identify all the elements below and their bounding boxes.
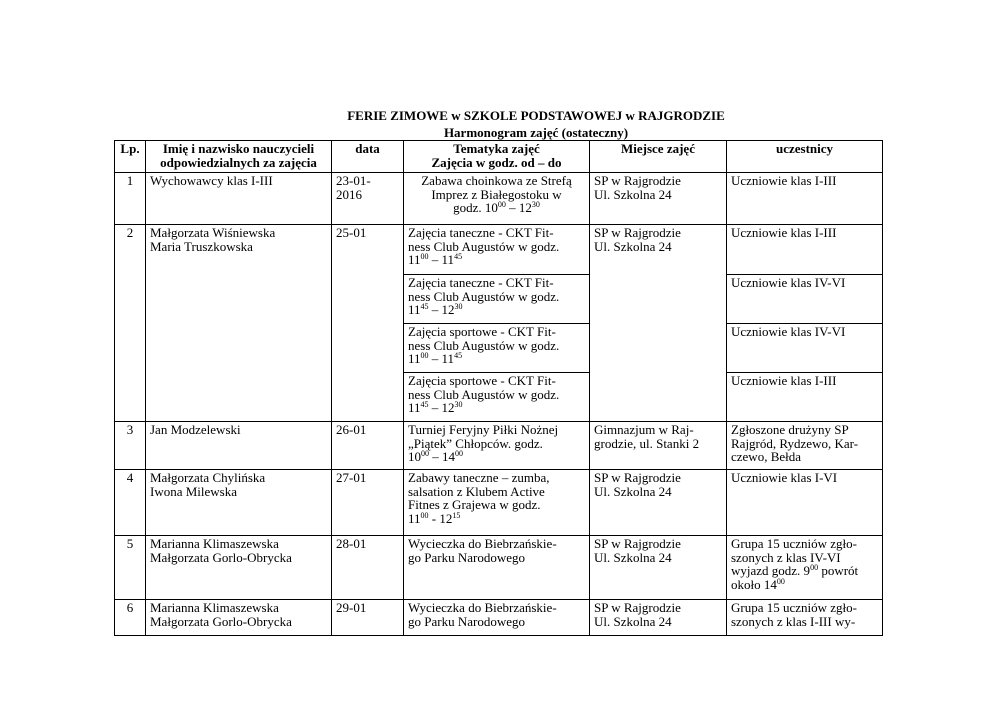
cell-date: [332, 470, 404, 536]
header-topic-line-1: Tematyka zajęć: [453, 141, 540, 156]
teacher-name: Małgorzata Gorlo-Obrycka: [150, 549, 292, 565]
cell-lp: 4: [115, 470, 146, 536]
cell-teachers: [146, 422, 332, 470]
cell-place: [590, 536, 727, 600]
table-row: [115, 225, 883, 275]
topic-time-line: $11^{45} - 12^{30}$: [408, 302, 463, 317]
cell-participants: [727, 422, 883, 470]
teacher-name: Maria Truszkowska: [150, 238, 253, 254]
topic-line: Zajęcia taneczne - CKT Fit-: [408, 225, 554, 240]
cell-place: [590, 422, 727, 470]
cell-topic: [404, 600, 590, 636]
topic-time-line: $11^{00} - 11^{45}$: [408, 252, 463, 267]
participants-line: Uczniowie klas I-III: [731, 373, 837, 388]
cell-participants: [727, 373, 883, 422]
cell-topic: [404, 422, 590, 470]
cell-topic: [404, 470, 590, 536]
cell-place: [590, 470, 727, 536]
date-line: 27-01: [336, 470, 367, 485]
document-subtitle: Harmonogram zajęć (ostateczny): [443, 125, 629, 140]
place-line: Ul. Szkolna 24: [594, 549, 672, 565]
cell-teachers: [146, 225, 332, 422]
cell-participants: [727, 600, 883, 636]
participants-line: Uczniowie klas IV-VI: [731, 324, 846, 339]
teacher-name: Marianna Klimaszewska: [150, 600, 279, 615]
document-title: FERIE ZIMOWE w SZKOLE PODSTAWOWEJ w RAJGRODZIE: [347, 108, 725, 123]
topic-line: „Piątek” Chłopców. godz.: [408, 435, 543, 451]
cell-lp: 1: [115, 173, 146, 225]
cell-topic: [404, 275, 590, 324]
cell-place: [590, 225, 727, 422]
cell-place: [590, 173, 727, 225]
place-line: Ul. Szkolna 24: [594, 186, 672, 202]
place-line: Ul. Szkolna 24: [594, 483, 672, 499]
cell-date: [332, 600, 404, 636]
teacher-name: Marianna Klimaszewska: [150, 536, 279, 551]
date-line: 29-01: [336, 600, 367, 615]
cell-date: [332, 422, 404, 470]
header-teachers-line-2: odpowiedzialnych za zajęcia: [160, 154, 317, 170]
place-line: SP w Rajgrodzie: [594, 225, 681, 240]
cell-topic: [404, 536, 590, 600]
cell-teachers: [146, 600, 332, 636]
teacher-name: Małgorzata Wiśniewska: [150, 225, 276, 240]
place-line: SP w Rajgrodzie: [594, 470, 681, 485]
header-lp: Lp.: [115, 141, 146, 173]
table-row: [115, 536, 883, 600]
cell-participants: [727, 536, 883, 600]
cell-lp: 6: [115, 600, 146, 636]
place-line: Ul. Szkolna 24: [594, 238, 672, 254]
topic-line: Fitnes z Grajewa w godz.: [408, 497, 541, 512]
topic-line: Wycieczka do Biebrzańskie-: [408, 536, 557, 551]
participants-line: Uczniowie klas IV-VI: [731, 275, 846, 290]
participants-line: Zgłoszone drużyny SP: [731, 422, 849, 437]
cell-date: [332, 536, 404, 600]
topic-line: Imprez z Białegostoku w: [431, 186, 562, 202]
cell-teachers: [146, 536, 332, 600]
cell-participants: [727, 225, 883, 275]
topic-line: ness Club Augustów w godz.: [408, 288, 560, 304]
date-line: 28-01: [336, 536, 367, 551]
place-line: Gimnazjum w Raj-: [594, 422, 694, 437]
place-line: Ul. Szkolna 24: [594, 613, 672, 629]
cell-participants: [727, 275, 883, 324]
table-row: [115, 470, 883, 536]
participants-line: Grupa 15 uczniów zgło-: [731, 600, 857, 615]
teacher-name: Małgorzata Gorlo-Obrycka: [150, 613, 292, 629]
header-place: Miejsce zajęć: [590, 141, 727, 173]
topic-time-line: godz. $10^{00} - 12^{30}$: [453, 200, 540, 215]
participants-line: Rajgród, Rydzewo, Kar-: [731, 435, 859, 451]
teacher-name: Iwona Milewska: [150, 483, 238, 499]
teacher-name: Małgorzata Chylińska: [150, 470, 266, 485]
participants-line: Uczniowie klas I-III: [731, 225, 837, 240]
participants-line: szonych z klas I-III wy-: [731, 613, 856, 629]
topic-time-line: $11^{00} - 11^{45}$: [408, 351, 463, 366]
place-line: grodzie, ul. Stanki 2: [594, 435, 700, 451]
header-topic-line-2: Zajęcia w godz. od – do: [431, 154, 562, 170]
participants-line: szonych z klas IV-VI: [731, 549, 841, 565]
topic-time-line: $11^{45} - 12^{30}$: [408, 400, 463, 415]
topic-line: Zabawy taneczne – zumba,: [408, 470, 550, 485]
topic-line: ness Club Augustów w godz.: [408, 386, 560, 402]
topic-line: go Parku Narodowego: [408, 613, 525, 629]
date-line: 2016: [336, 186, 362, 202]
header-teachers-line-1: Imię i nazwisko nauczycieli: [162, 141, 315, 156]
topic-line: Turniej Feryjny Piłki Nożnej: [408, 422, 559, 437]
cell-topic: [404, 373, 590, 422]
topic-line: salsation z Klubem Active: [408, 483, 545, 499]
cell-lp: 2: [115, 225, 146, 422]
cell-lp: 3: [115, 422, 146, 470]
topic-line: Zajęcia sportowe - CKT Fit-: [408, 373, 556, 388]
teacher-name: Wychowawcy klas I-III: [150, 173, 273, 188]
header-teachers: [146, 141, 332, 173]
cell-topic: [404, 324, 590, 373]
cell-topic: [404, 225, 590, 275]
topic-line: go Parku Narodowego: [408, 549, 525, 565]
cell-teachers: [146, 173, 332, 225]
participants-line: Grupa 15 uczniów zgło-: [731, 536, 857, 551]
table-row: [115, 600, 883, 636]
table-row: [115, 173, 883, 225]
topic-line: Wycieczka do Biebrzańskie-: [408, 600, 557, 615]
participants-line: Uczniowie klas I-VI: [731, 470, 838, 485]
date-line: 23-01-: [336, 173, 371, 188]
header-topic: [404, 141, 590, 173]
table-header-row: [115, 141, 883, 173]
cell-participants: [727, 173, 883, 225]
topic-line: ness Club Augustów w godz.: [408, 337, 560, 353]
participants-line: czewo, Bełda: [731, 449, 802, 464]
cell-lp: 5: [115, 536, 146, 600]
header-date: data: [332, 141, 404, 173]
teacher-name: Jan Modzelewski: [150, 422, 241, 437]
cell-topic: [404, 173, 590, 225]
cell-date: [332, 225, 404, 422]
header-participants: uczestnicy: [727, 141, 883, 173]
participants-line: Uczniowie klas I-III: [731, 173, 837, 188]
topic-line: ness Club Augustów w godz.: [408, 238, 560, 254]
topic-line: Zabawa choinkowa ze Strefą: [421, 173, 572, 188]
place-line: SP w Rajgrodzie: [594, 173, 681, 188]
cell-participants: [727, 470, 883, 536]
cell-date: [332, 173, 404, 225]
topic-time-line: $10^{00} - 14^{00}$: [408, 449, 463, 464]
cell-teachers: [146, 470, 332, 536]
place-line: SP w Rajgrodzie: [594, 600, 681, 615]
topic-line: Zajęcia taneczne - CKT Fit-: [408, 275, 554, 290]
table-row: [115, 422, 883, 470]
place-line: SP w Rajgrodzie: [594, 536, 681, 551]
participants-line: około $14^{00}$: [731, 576, 785, 592]
participants-line: wyjazd godz. $9^{00}$ powrót: [731, 563, 859, 578]
topic-line: Zajęcia sportowe - CKT Fit-: [408, 324, 556, 339]
cell-participants: [727, 324, 883, 373]
topic-time-line: $11^{00} - 12^{15}$: [408, 510, 461, 526]
date-line: 26-01: [336, 422, 367, 437]
date-line: 25-01: [336, 225, 367, 240]
cell-place: [590, 600, 727, 636]
schedule-table: [114, 140, 883, 636]
